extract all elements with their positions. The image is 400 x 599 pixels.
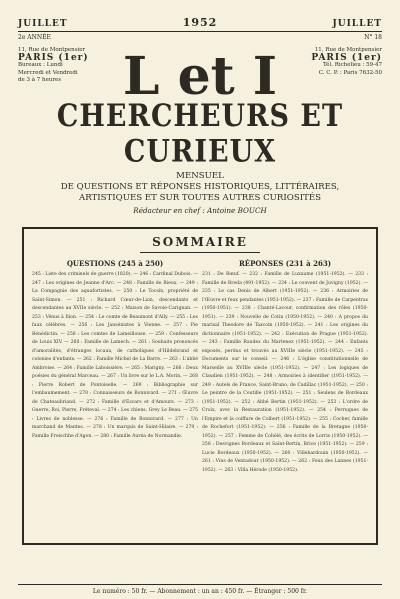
address-left-hours-1: Bureaux : Lundi xyxy=(18,62,63,68)
sommaire-box xyxy=(22,227,378,545)
description-line-1: MENSUEL xyxy=(176,171,224,181)
description-line-3: ARTISTIQUES ET SUR TOUTES AUTRES CURIOSITÉS xyxy=(78,193,321,203)
questions-text: 245 : Liste des criminels de guerre (1820). — 246 : Cardinal Dubois. — 247 : Les origines de Jeanne d'Arc. — 248 : Famille de Rieux. — 249 : La Compagnie des aquafortistes. — 250 : Le Tocsin, propriété de Saint-Simon. — 251 : Richard Cœur-de-Lion, descendants et descendantes au XVIIe siècle. — 252 : Maison de Savoie-Carignan. — 253 : Vénus à Ilion. — 254 : Le comte de Beaumont d'Ally. — 255 : Les faux célèbres. — 256 : Les Jansénistes à Vienne. — 257 : Pie Bénédictin. — 258 : Les comtes de Lameillouse. — 259 : Confesseurs de Louis XIV. — 260 : Famille de Lamech. — 261 : Souhaits prononcés d'amoralités, d'étranges locaux, de catholiques d'Hildebrand et colonies d'enfants. — 262 : Famille Michel de La Barre. — 263 : L'abbé Ambroise. — 264 : Famille Laboissière. — 265 : Marigny. — 266 : Deux poésies du général Marceau. — 267 : Un livre sur le L.A. Morin. — 268 : Pierre Robert de Pontoiselle. — 269 : Bibliographie sur l'embaumement. — 270 : Connaisseurs de Bonnivard. — 271 : Œuvre de Chateaubriand. — 272 : Famille d'Escars et d'Amours. — 273 : Guerre, Roi, Pierre, Fréteval. — 274 : Les chiens. Grey Le Beau. — 275 : Livres de noblesse. — 276 : Famille de Bonnivard. — 277 : Un marchand de Mantes. — 278 : Un marquis de Saint-Hilaire. — 279 : Famille Freischhe d'Agon. — 280 : Famille Auréa de Normandie. xyxy=(32,272,198,439)
issue-header xyxy=(18,16,382,32)
logo-lettering: L et I xyxy=(122,46,278,107)
sommaire-title: SOMMAIRE xyxy=(152,235,248,249)
address-left-hours-2: Mercredi et Vendredi xyxy=(18,69,78,76)
journal-logo xyxy=(122,40,278,107)
price-footer: Le numéro : 50 fr. — Abonnement : un an : 450 fr. — Étranger : 500 fr. xyxy=(18,584,382,599)
address-right-street: 11, Rue de Montpensier xyxy=(314,47,382,53)
address-left-city: PARIS (1er) xyxy=(18,52,89,63)
questions-column xyxy=(32,259,198,475)
masthead-title: CHERCHEURS ET CURIEUX xyxy=(56,98,344,170)
reponses-text: 231 : De Bœuf. — 232 : Famille de Luxaume (1951-1952). — 233 : Famille de Breda (491-1952). — 234 : Le couvent de Juvigny (1952). — 235 : Le cas Denis de Albert (1951-1952). — 236 : Armoiries de l'Œuvre et feux pendantes (1951-1952). — 237 : Famille de Carpentras (1950-1951). — 238 : Chanté-Lacour, confirmation des rôles (1950-1951). — 239 : Nouvelle de Cotin (1950-1952). — 240 : A propos du marisal Theodore de Taxcoln (1950-1952). — 241 : Les origines du dictionnaire (1951-1952). — 242 : Exécution de Prague (1951-1952). — 243 : Famille Raudez du Martenez (1951-1952). — 244 : Enfants exposés, perdus et trouvés au XVIIIe siècle (1951-1952). — 245 : Documents sur le conseil. — 246 : L'église constitutionnelle de Marseille au XVIIIe siècle (1951-1952). — 247 : Les logiques de Claudien (1951-1952). — 248 : Armoiries à identifier (1951-1952). — 249 : Autels de France, Saint-Bruno, de Cadillac (1951-1952). — 250 : Le peintre de la Coutille (1951-1952). — 251 : Seulens de Bordeaux (1951-1952). — 252 : Abbé Bertin (1951-1952). — 253 : L'ordre de Croix, avec la Restauration (1951-1952). — 254 : Perruques de l'Empire et la coiffure de Colbert (1951-1952). — 255 : Cocher, famille de Rochefort (1951-1952). — 256 : Famille de la Bretagne (1950-1952). — 257 : Femme de Cohélé, des écrits de Lorris (1950-1952). — 258 : Desvignes Bordeaux et Saint-Bertin, Brice (1951-1952). — 259 : Lucie Bordeaux (1950-1952). — 260 : Villehardouin (1950-1952). — 261 : Vins de Ventadour (1950-1952). — 262 : Feux des Lannes (1951-1952). — 263 : Villa Hérode (1950-1952). xyxy=(202,272,368,473)
reponses-column xyxy=(202,259,368,475)
questions-title: QUESTIONS (245 à 250) xyxy=(66,259,164,268)
journal-description xyxy=(18,171,382,204)
sommaire-columns xyxy=(32,259,368,475)
editor-credit: Rédacteur en chef : Antoine BOUCH xyxy=(133,206,267,215)
issue-year: 1952 xyxy=(182,16,218,29)
issue-number: N° 18 xyxy=(364,34,382,41)
edition-label: 2e ANNÉE xyxy=(18,34,51,41)
address-right-ccp: C. C. P. : Paris 7632-50 xyxy=(318,69,382,76)
address-right xyxy=(290,47,382,91)
sommaire-rule xyxy=(140,252,260,253)
reponses-title: RÉPONSES (231 à 263) xyxy=(238,259,332,268)
address-left-hours-3: de 3 à 7 heures xyxy=(18,77,62,83)
description-line-2: DE QUESTIONS ET RÉPONSES HISTORIQUES, LITTÉRAIRES, xyxy=(60,182,340,192)
address-right-city: PARIS (1er) xyxy=(311,52,382,63)
month-right: JUILLET xyxy=(332,19,382,29)
address-left-street: 11, Rue de Montpensier xyxy=(18,47,86,53)
address-right-phone: Tél. Richelieu : 59-47 xyxy=(322,62,382,68)
address-left xyxy=(18,47,110,91)
month-left: JUILLET xyxy=(18,19,68,29)
